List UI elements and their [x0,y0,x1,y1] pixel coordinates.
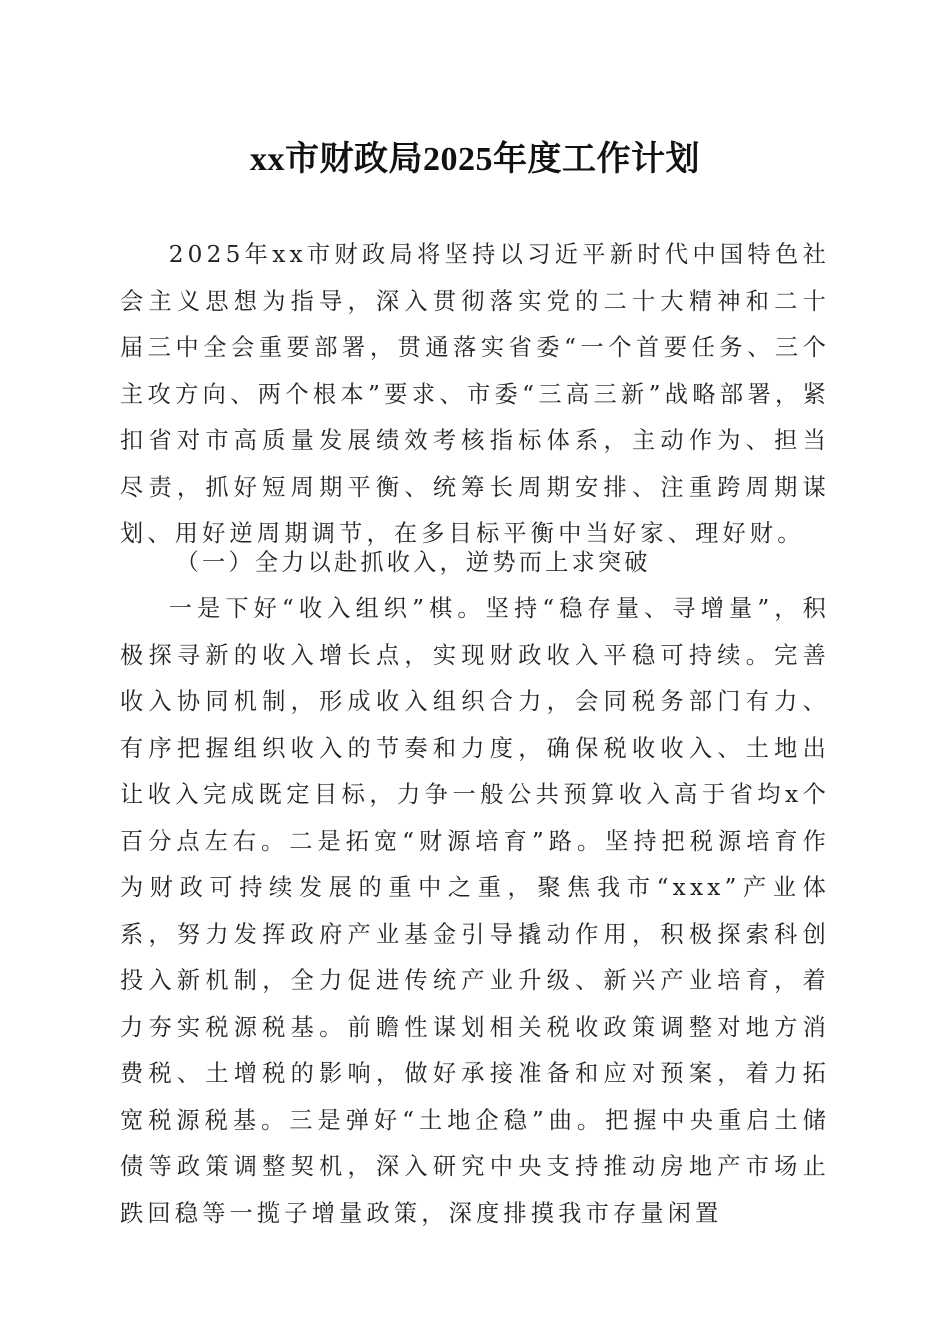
section-body-paragraph: 一是下好“收入组织”棋。坚持“稳存量、寻增量”，积极探寻新的收入增长点，实现财政收入平稳可持续。完善收入协同机制，形成收入组织合力，会同税务部门有力、有序把握组织收入的节奏和力度，确保税收收入、土地出让收入完成既定目标，力争一般公共预算收入高于省均x个百分点左右。二是拓宽“财源培育”路。坚持把税源培育作为财政可持续发展的重中之重，聚焦我市“xxx”产业体系，努力发挥政府产业基金引导撬动作用，积极探索科创投入新机制，全力促进传统产业升级、新兴产业培育，着力夯实税源税基。前瞻性谋划相关税收政策调整对地方消费税、土增税的影响，做好承接准备和应对预案，着力拓宽税源税基。三是弹好“土地企稳”曲。把握中央重启土储债等政策调整契机，深入研究中央支持推动房地产市场止跌回稳等一揽子增量政策，深度排摸我市存量闲置 [120,595,830,1227]
section-heading: （一）全力以赴抓收入，逆势而上求突破 [175,549,651,576]
document-title: xx市财政局2025年度工作计划 [250,141,700,178]
intro-paragraph: 2025年xx市财政局将坚持以习近平新时代中国特色社会主义思想为指导，深入贯彻落实党的二十大精神和二十届三中全会重要部署，贯通落实省委“一个首要任务、三个主攻方向、两个根本”要求、市委“三高三新”战略部署，紧扣省对市高质量发展绩效考核指标体系，主动作为、担当尽责，抓好短周期平衡、统筹长周期安排、注重跨周期谋划、用好逆周期调节，在多目标平衡中当好家、理好财。 [120,241,830,547]
